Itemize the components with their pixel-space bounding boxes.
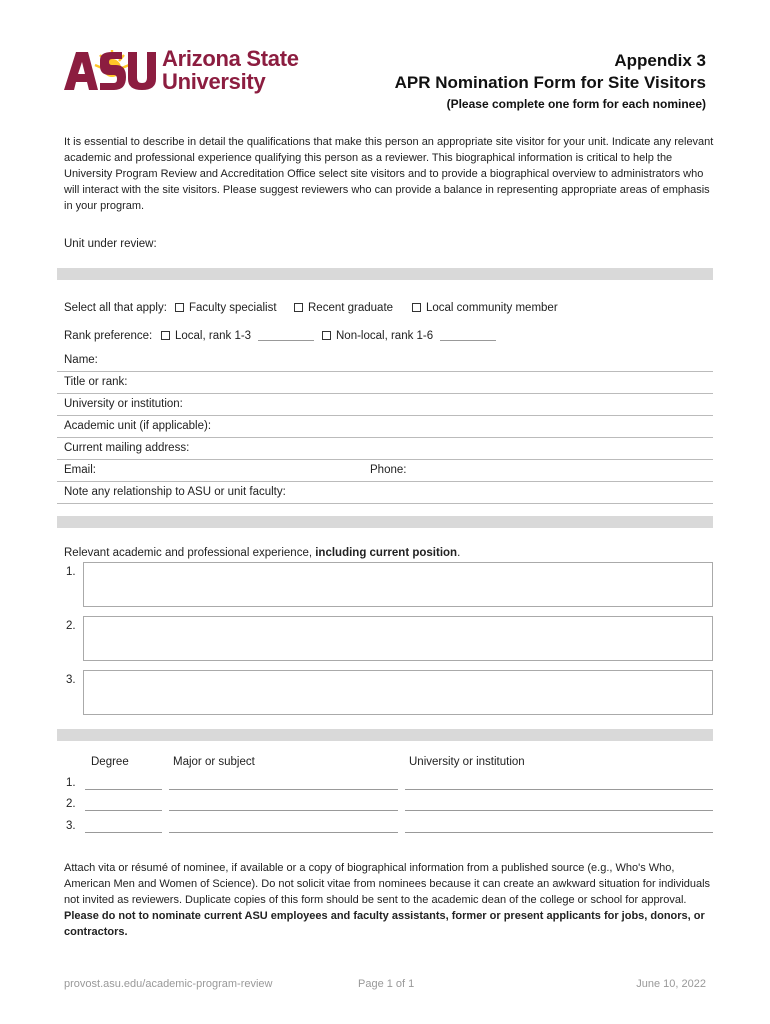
section-divider-1 [57, 516, 713, 528]
unit-under-review-label: Unit under review: [64, 238, 157, 250]
university-field-1[interactable] [405, 789, 713, 790]
local-rank-checkbox[interactable] [161, 331, 170, 340]
header-titles [395, 50, 706, 94]
university-field-2[interactable] [405, 810, 713, 811]
experience-box-3[interactable] [83, 670, 713, 715]
subnote: (Please complete one form for each nominee) [446, 97, 706, 111]
major-field-2[interactable] [169, 810, 398, 811]
title-field[interactable] [57, 393, 713, 394]
relationship-label: Note any relationship to ASU or unit faculty: [64, 486, 286, 498]
local-rank-label: Local, rank 1-3 [175, 330, 252, 342]
footer-date: June 10, 2022 [636, 978, 706, 990]
university-field-3[interactable] [405, 832, 713, 833]
name-field[interactable] [57, 371, 713, 372]
local-community-member-option[interactable] [412, 302, 558, 314]
unit-under-review-field[interactable] [57, 268, 713, 280]
mailing-address-field[interactable] [57, 459, 713, 460]
experience-number-2: 2. [66, 620, 76, 632]
experience-box-2[interactable] [83, 616, 713, 661]
footer-page: Page 1 of 1 [358, 978, 415, 990]
experience-label: Relevant academic and professional experience, including current position. [64, 547, 461, 559]
recent-graduate-checkbox[interactable] [294, 303, 303, 312]
degree-field-3[interactable] [85, 832, 162, 833]
degree-row-number-3: 3. [66, 820, 76, 832]
email-phone-field[interactable] [57, 481, 713, 482]
local-community-member-label: Local community member [426, 302, 558, 314]
university-label: University or institution: [64, 398, 183, 410]
university-field[interactable] [57, 415, 713, 416]
degree-field-1[interactable] [85, 789, 162, 790]
experience-number-3: 3. [66, 674, 76, 686]
degree-column-header: Degree [91, 756, 129, 768]
academic-unit-field[interactable] [57, 437, 713, 438]
degree-row-number-1: 1. [66, 777, 76, 789]
major-field-3[interactable] [169, 832, 398, 833]
rank-preference-label: Rank preference: [64, 330, 153, 342]
experience-box-1[interactable] [83, 562, 713, 607]
nonlocal-rank-option[interactable] [322, 330, 496, 342]
relationship-field[interactable] [57, 503, 713, 504]
recent-graduate-label: Recent graduate [308, 302, 394, 314]
degree-field-2[interactable] [85, 810, 162, 811]
local-rank-option[interactable] [161, 330, 314, 342]
title-label: Title or rank: [64, 376, 128, 388]
faculty-specialist-option[interactable] [175, 302, 277, 314]
experience-number-1: 1. [66, 566, 76, 578]
logo-text-line1: Arizona State [162, 46, 299, 71]
logo-text-line2: University [162, 69, 266, 94]
footer-url: provost.asu.edu/academic-program-review [64, 978, 273, 990]
closing-paragraph: Attach vita or résumé of nominee, if available or a copy of biographical information from a published source (e.g., Who's Who, American Men and Women of Science). Do not solicit vitae from nominees because it can create an awkward situation for individuals not invited as reviewers. Duplicate copies of this form should be sent to the academic dean of the college or school for approval. Please do not to nominate current ASU employees and faculty assistants, former or present applicants for jobs, donors, or contractors. [64, 862, 711, 938]
faculty-specialist-checkbox[interactable] [175, 303, 184, 312]
major-field-1[interactable] [169, 789, 398, 790]
mailing-address-label: Current mailing address: [64, 442, 190, 454]
nonlocal-rank-label: Non-local, rank 1-6 [336, 330, 434, 342]
asu-sunburst-icon [64, 46, 160, 96]
asu-logo [64, 46, 300, 96]
name-label: Name: [64, 354, 98, 366]
local-community-member-checkbox[interactable] [412, 303, 421, 312]
appendix-label: Appendix 3 [614, 51, 706, 70]
university-column-header: University or institution [409, 756, 525, 768]
local-rank-blank[interactable] [258, 340, 314, 341]
degree-row-number-2: 2. [66, 798, 76, 810]
section-divider-2 [57, 729, 713, 741]
select-all-label: Select all that apply: [64, 302, 167, 314]
recent-graduate-option[interactable] [294, 302, 393, 314]
faculty-specialist-label: Faculty specialist [189, 302, 277, 314]
academic-unit-label: Academic unit (if applicable): [64, 420, 212, 432]
major-column-header: Major or subject [173, 756, 255, 768]
nonlocal-rank-checkbox[interactable] [322, 331, 331, 340]
form-title: APR Nomination Form for Site Visitors [394, 73, 706, 92]
phone-label: Phone: [370, 464, 407, 476]
nonlocal-rank-blank[interactable] [440, 340, 496, 341]
email-label: Email: [64, 464, 96, 476]
intro-paragraph: It is essential to describe in detail the qualifications that make this person an appropriate site visitor for your unit. Indicate any relevant academic and professional experience qualifying this person as a reviewer. This biographical information is critical to help the University Program Review and Accreditation Office select site visitors and to provide a biographical overview to administrators who will interact with the site visitors. Please suggest reviewers who can provide a balance in representing appropriate areas of emphasis in your program. [64, 136, 714, 212]
